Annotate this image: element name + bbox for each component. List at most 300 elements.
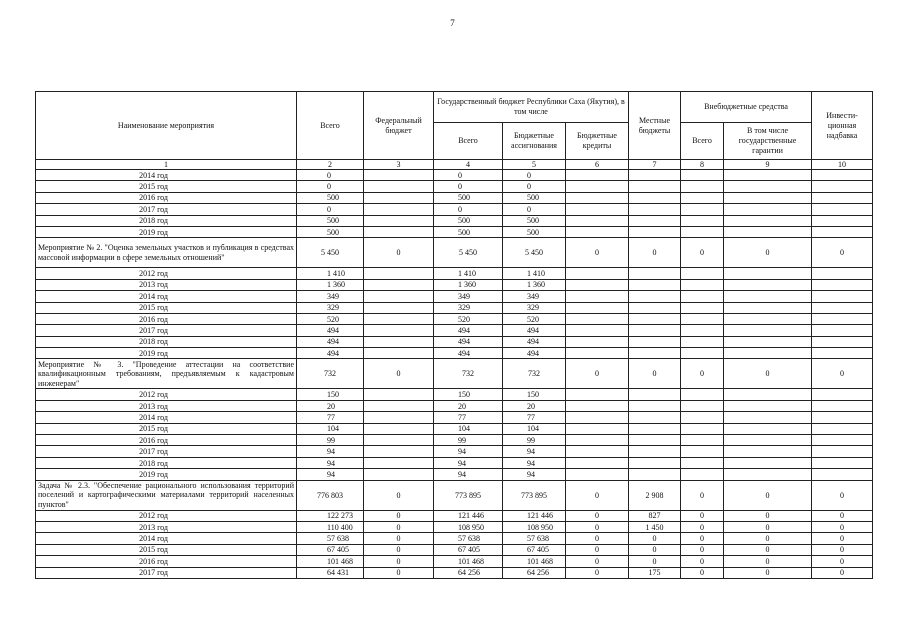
cell-local: 0 (629, 556, 681, 567)
table-body (36, 160, 873, 579)
cell-state-total: 101 468 (434, 556, 503, 567)
cell-state-total: 0 (434, 204, 503, 215)
cell-name: 2013 год (36, 521, 297, 532)
cell-state-total: 99 (434, 435, 503, 446)
cell-total: 1 360 (297, 279, 364, 290)
column-number: 5 (503, 160, 566, 170)
cell-total: 494 (297, 325, 364, 336)
cell-state-appropriations: 494 (503, 325, 566, 336)
cell-name: 2017 год (36, 567, 297, 578)
cell-state-credits (566, 325, 629, 336)
column-number: 1 (36, 160, 297, 170)
cell-extra-total (681, 469, 724, 480)
year-row (36, 521, 873, 532)
cell-extra-total (681, 412, 724, 423)
year-row (36, 181, 873, 192)
cell-local (629, 336, 681, 347)
cell-federal (364, 446, 434, 457)
column-number: 10 (812, 160, 873, 170)
cell-state-total: 773 895 (434, 480, 503, 510)
cell-local: 0 (629, 359, 681, 389)
cell-extra-guarantees: 0 (724, 544, 812, 555)
cell-extra-total: 0 (681, 544, 724, 555)
cell-state-credits (566, 348, 629, 359)
cell-extra-guarantees (724, 446, 812, 457)
cell-total: 500 (297, 226, 364, 237)
year-row (36, 325, 873, 336)
cell-local (629, 279, 681, 290)
cell-local: 0 (629, 544, 681, 555)
cell-extra-guarantees (724, 204, 812, 215)
cell-state-total: 5 450 (434, 238, 503, 268)
cell-federal (364, 181, 434, 192)
cell-state-total: 64 256 (434, 567, 503, 578)
column-number: 9 (724, 160, 812, 170)
year-row (36, 336, 873, 347)
cell-name: 2015 год (36, 544, 297, 555)
header-state-budget: Государственный бюджет Республики Саха (Якутия), в том числе (434, 92, 629, 123)
cell-state-credits (566, 389, 629, 400)
cell-local: 0 (629, 238, 681, 268)
cell-extra-total: 0 (681, 359, 724, 389)
cell-extra-guarantees (724, 469, 812, 480)
cell-state-credits (566, 423, 629, 434)
cell-extra-guarantees (724, 389, 812, 400)
cell-state-appropriations: 500 (503, 226, 566, 237)
cell-total: 77 (297, 412, 364, 423)
cell-state-credits (566, 336, 629, 347)
cell-state-credits (566, 215, 629, 226)
cell-investment (812, 446, 873, 457)
header-state-appropriations: Бюджетные ассигнования (503, 123, 566, 160)
cell-extra-guarantees: 0 (724, 533, 812, 544)
cell-federal: 0 (364, 556, 434, 567)
cell-total: 110 400 (297, 521, 364, 532)
cell-total: 99 (297, 435, 364, 446)
cell-state-credits (566, 268, 629, 279)
cell-total: 329 (297, 302, 364, 313)
year-row (36, 279, 873, 290)
cell-investment (812, 412, 873, 423)
cell-state-credits (566, 469, 629, 480)
cell-name: 2017 год (36, 204, 297, 215)
cell-name: Мероприятие № 3. "Проведение аттестации на соответствие квалификационным требованиям, предъявляемым к кадастровым инженерам" (36, 359, 297, 389)
cell-state-total: 20 (434, 400, 503, 411)
cell-name: 2015 год (36, 423, 297, 434)
cell-federal (364, 457, 434, 468)
cell-local (629, 400, 681, 411)
cell-state-appropriations: 104 (503, 423, 566, 434)
cell-investment: 0 (812, 556, 873, 567)
year-row (36, 435, 873, 446)
cell-state-appropriations: 108 950 (503, 521, 566, 532)
cell-extra-total: 0 (681, 556, 724, 567)
cell-investment (812, 457, 873, 468)
cell-state-total: 0 (434, 170, 503, 181)
cell-name: 2014 год (36, 533, 297, 544)
cell-investment (812, 215, 873, 226)
cell-state-credits: 0 (566, 544, 629, 555)
cell-state-appropriations: 494 (503, 336, 566, 347)
cell-state-total: 94 (434, 469, 503, 480)
measure-row (36, 359, 873, 389)
cell-local (629, 170, 681, 181)
cell-federal (364, 279, 434, 290)
cell-state-total: 520 (434, 313, 503, 324)
cell-state-total: 494 (434, 325, 503, 336)
cell-name: 2018 год (36, 336, 297, 347)
cell-federal: 0 (364, 521, 434, 532)
cell-total: 122 273 (297, 510, 364, 521)
cell-federal (364, 389, 434, 400)
cell-extra-guarantees (724, 435, 812, 446)
cell-state-total: 121 446 (434, 510, 503, 521)
cell-extra-total (681, 325, 724, 336)
cell-federal (364, 170, 434, 181)
cell-total: 94 (297, 446, 364, 457)
cell-local: 175 (629, 567, 681, 578)
cell-extra-total: 0 (681, 238, 724, 268)
cell-state-total: 108 950 (434, 521, 503, 532)
cell-state-total: 494 (434, 336, 503, 347)
cell-name: 2012 год (36, 268, 297, 279)
cell-federal (364, 348, 434, 359)
funding-table (35, 91, 873, 579)
cell-state-credits: 0 (566, 480, 629, 510)
cell-state-credits (566, 400, 629, 411)
cell-extra-total (681, 192, 724, 203)
column-number: 6 (566, 160, 629, 170)
cell-investment: 0 (812, 567, 873, 578)
cell-investment (812, 389, 873, 400)
year-row (36, 389, 873, 400)
page-number: 7 (450, 18, 455, 28)
cell-total: 500 (297, 215, 364, 226)
cell-name: 2016 год (36, 192, 297, 203)
cell-extra-guarantees (724, 268, 812, 279)
cell-federal (364, 215, 434, 226)
cell-state-appropriations: 20 (503, 400, 566, 411)
year-row (36, 268, 873, 279)
cell-state-appropriations: 0 (503, 170, 566, 181)
cell-federal: 0 (364, 533, 434, 544)
cell-state-credits (566, 291, 629, 302)
cell-extra-total (681, 389, 724, 400)
cell-investment (812, 313, 873, 324)
cell-name: 2012 год (36, 510, 297, 521)
header-federal: Федеральный бюджет (364, 92, 434, 160)
cell-federal: 0 (364, 480, 434, 510)
cell-investment (812, 181, 873, 192)
cell-investment (812, 192, 873, 203)
cell-investment (812, 423, 873, 434)
cell-name: 2013 год (36, 400, 297, 411)
cell-total: 732 (297, 359, 364, 389)
cell-local (629, 268, 681, 279)
cell-investment (812, 302, 873, 313)
cell-investment (812, 469, 873, 480)
cell-investment (812, 226, 873, 237)
cell-extra-total (681, 457, 724, 468)
cell-local (629, 226, 681, 237)
cell-extra-guarantees: 0 (724, 556, 812, 567)
cell-federal: 0 (364, 567, 434, 578)
cell-investment (812, 336, 873, 347)
column-number: 3 (364, 160, 434, 170)
year-row (36, 544, 873, 555)
cell-state-total: 104 (434, 423, 503, 434)
cell-federal (364, 423, 434, 434)
cell-state-credits (566, 204, 629, 215)
cell-local: 2 908 (629, 480, 681, 510)
year-row (36, 533, 873, 544)
cell-state-credits: 0 (566, 556, 629, 567)
year-row (36, 400, 873, 411)
header-extra-guarantees: В том числе государственные гарантии (724, 123, 812, 160)
cell-total: 1 410 (297, 268, 364, 279)
cell-federal (364, 313, 434, 324)
column-number-row (36, 160, 873, 170)
cell-state-appropriations: 349 (503, 291, 566, 302)
cell-state-appropriations: 64 256 (503, 567, 566, 578)
cell-local (629, 389, 681, 400)
cell-state-appropriations: 1 410 (503, 268, 566, 279)
cell-total: 101 468 (297, 556, 364, 567)
header-name: Наименование мероприятия (36, 92, 297, 160)
cell-extra-guarantees (724, 302, 812, 313)
cell-state-total: 349 (434, 291, 503, 302)
cell-investment: 0 (812, 480, 873, 510)
cell-name: 2017 год (36, 325, 297, 336)
cell-total: 494 (297, 336, 364, 347)
cell-name: 2016 год (36, 435, 297, 446)
cell-state-total: 0 (434, 181, 503, 192)
cell-state-appropriations: 500 (503, 215, 566, 226)
cell-state-appropriations: 67 405 (503, 544, 566, 555)
cell-state-total: 67 405 (434, 544, 503, 555)
cell-total: 20 (297, 400, 364, 411)
cell-local (629, 435, 681, 446)
cell-state-total: 77 (434, 412, 503, 423)
cell-state-credits: 0 (566, 510, 629, 521)
cell-investment: 0 (812, 544, 873, 555)
cell-name: 2019 год (36, 226, 297, 237)
header-extra-total: Всего (681, 123, 724, 160)
year-row (36, 170, 873, 181)
cell-extra-total (681, 215, 724, 226)
cell-extra-guarantees (724, 457, 812, 468)
cell-total: 0 (297, 204, 364, 215)
cell-name: 2017 год (36, 446, 297, 457)
column-number: 2 (297, 160, 364, 170)
cell-total: 104 (297, 423, 364, 434)
cell-federal (364, 400, 434, 411)
cell-local (629, 457, 681, 468)
cell-state-total: 329 (434, 302, 503, 313)
cell-state-appropriations: 494 (503, 348, 566, 359)
cell-state-credits (566, 435, 629, 446)
cell-name: 2015 год (36, 302, 297, 313)
cell-state-total: 1 360 (434, 279, 503, 290)
cell-extra-total (681, 302, 724, 313)
year-row (36, 423, 873, 434)
year-row (36, 457, 873, 468)
cell-local (629, 348, 681, 359)
cell-local (629, 215, 681, 226)
cell-investment: 0 (812, 533, 873, 544)
cell-state-credits: 0 (566, 567, 629, 578)
cell-extra-guarantees: 0 (724, 510, 812, 521)
cell-state-total: 150 (434, 389, 503, 400)
cell-state-appropriations: 94 (503, 446, 566, 457)
year-row (36, 302, 873, 313)
cell-local: 0 (629, 533, 681, 544)
header-total: Всего (297, 92, 364, 160)
cell-extra-guarantees (724, 313, 812, 324)
cell-local (629, 325, 681, 336)
cell-name: 2018 год (36, 457, 297, 468)
cell-federal (364, 302, 434, 313)
cell-extra-total (681, 336, 724, 347)
cell-state-credits (566, 279, 629, 290)
cell-extra-total (681, 181, 724, 192)
cell-total: 64 431 (297, 567, 364, 578)
cell-extra-guarantees (724, 336, 812, 347)
cell-state-appropriations: 1 360 (503, 279, 566, 290)
cell-name: 2018 год (36, 215, 297, 226)
cell-name: 2014 год (36, 412, 297, 423)
cell-extra-guarantees: 0 (724, 238, 812, 268)
cell-state-credits: 0 (566, 533, 629, 544)
cell-state-credits (566, 313, 629, 324)
cell-investment (812, 268, 873, 279)
cell-extra-total (681, 313, 724, 324)
cell-total: 776 803 (297, 480, 364, 510)
header-local: Местные бюджеты (629, 92, 681, 160)
cell-extra-total: 0 (681, 533, 724, 544)
cell-state-appropriations: 94 (503, 457, 566, 468)
cell-state-appropriations: 0 (503, 181, 566, 192)
cell-name: 2015 год (36, 181, 297, 192)
cell-state-appropriations: 150 (503, 389, 566, 400)
cell-local (629, 446, 681, 457)
cell-federal (364, 435, 434, 446)
cell-local: 827 (629, 510, 681, 521)
cell-local (629, 204, 681, 215)
cell-name: Задача № 2.3. "Обеспечение рационального использования территорий поселений и картографическими материалами территорий населенных пунктов" (36, 480, 297, 510)
measure-row (36, 480, 873, 510)
cell-extra-guarantees (724, 325, 812, 336)
cell-investment: 0 (812, 510, 873, 521)
cell-state-appropriations: 773 895 (503, 480, 566, 510)
cell-state-appropriations: 94 (503, 469, 566, 480)
cell-federal (364, 204, 434, 215)
cell-local (629, 181, 681, 192)
cell-total: 94 (297, 457, 364, 468)
cell-investment (812, 291, 873, 302)
cell-state-appropriations: 5 450 (503, 238, 566, 268)
cell-state-total: 94 (434, 446, 503, 457)
cell-investment (812, 348, 873, 359)
cell-investment (812, 204, 873, 215)
header-extrabudget: Внебюджетные средства (681, 92, 812, 123)
cell-extra-total (681, 204, 724, 215)
cell-state-total: 57 638 (434, 533, 503, 544)
cell-total: 500 (297, 192, 364, 203)
cell-state-credits (566, 192, 629, 203)
cell-state-total: 1 410 (434, 268, 503, 279)
cell-total: 67 405 (297, 544, 364, 555)
cell-extra-guarantees: 0 (724, 567, 812, 578)
year-row (36, 510, 873, 521)
cell-federal (364, 226, 434, 237)
cell-extra-guarantees (724, 291, 812, 302)
cell-state-appropriations: 121 446 (503, 510, 566, 521)
cell-local (629, 412, 681, 423)
cell-extra-total (681, 279, 724, 290)
cell-extra-guarantees: 0 (724, 359, 812, 389)
cell-extra-total (681, 423, 724, 434)
year-row (36, 348, 873, 359)
cell-state-credits: 0 (566, 238, 629, 268)
cell-name: 2012 год (36, 389, 297, 400)
cell-extra-total: 0 (681, 480, 724, 510)
cell-extra-total (681, 348, 724, 359)
cell-name: 2016 год (36, 556, 297, 567)
cell-federal: 0 (364, 510, 434, 521)
cell-state-total: 500 (434, 215, 503, 226)
cell-extra-total (681, 435, 724, 446)
cell-extra-total (681, 446, 724, 457)
column-number: 4 (434, 160, 503, 170)
cell-investment (812, 400, 873, 411)
cell-state-appropriations: 99 (503, 435, 566, 446)
cell-extra-guarantees (724, 279, 812, 290)
cell-state-appropriations: 732 (503, 359, 566, 389)
cell-total: 0 (297, 170, 364, 181)
cell-federal (364, 336, 434, 347)
year-row (36, 556, 873, 567)
cell-state-credits (566, 457, 629, 468)
cell-state-credits: 0 (566, 359, 629, 389)
cell-state-appropriations: 329 (503, 302, 566, 313)
header-investment: Инвести-ционная надбавка (812, 92, 873, 160)
cell-extra-guarantees (724, 348, 812, 359)
cell-total: 349 (297, 291, 364, 302)
cell-extra-guarantees (724, 215, 812, 226)
cell-extra-guarantees (724, 170, 812, 181)
cell-name: 2014 год (36, 170, 297, 181)
cell-total: 0 (297, 181, 364, 192)
cell-extra-total (681, 291, 724, 302)
cell-state-credits (566, 181, 629, 192)
cell-extra-total: 0 (681, 567, 724, 578)
header-state-credits: Бюджетные кредиты (566, 123, 629, 160)
cell-name: 2016 год (36, 313, 297, 324)
cell-name: 2019 год (36, 469, 297, 480)
cell-name: 2013 год (36, 279, 297, 290)
cell-state-total: 500 (434, 226, 503, 237)
cell-investment (812, 170, 873, 181)
cell-state-appropriations: 101 468 (503, 556, 566, 567)
year-row (36, 215, 873, 226)
cell-extra-total: 0 (681, 521, 724, 532)
cell-state-credits (566, 446, 629, 457)
cell-state-credits (566, 170, 629, 181)
year-row (36, 204, 873, 215)
column-number: 8 (681, 160, 724, 170)
cell-state-appropriations: 0 (503, 204, 566, 215)
